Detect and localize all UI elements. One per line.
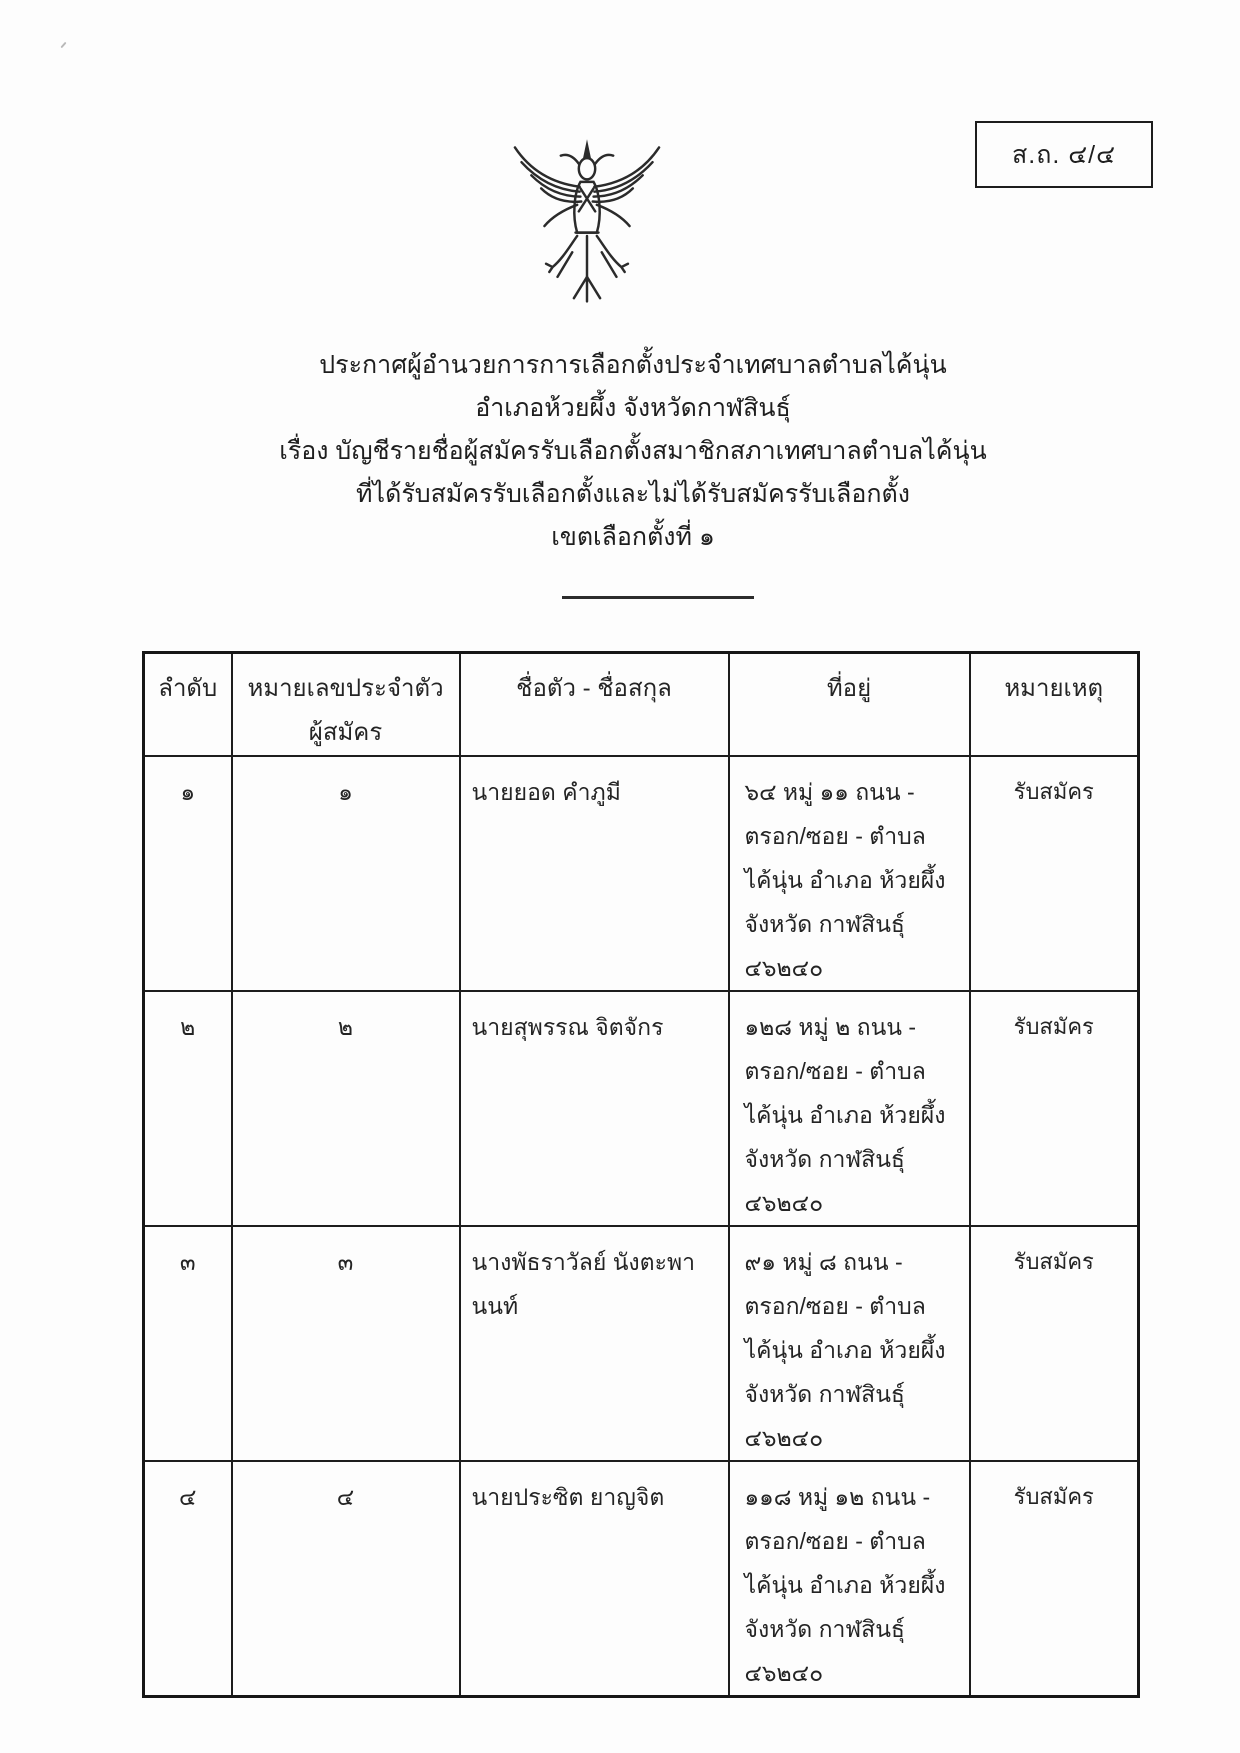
table-row bbox=[144, 756, 1139, 991]
document-title bbox=[0, 344, 1240, 559]
cell-no: ๔ bbox=[144, 1461, 232, 1697]
address-line: ตรอก/ซอย - ตำบล bbox=[744, 1528, 926, 1554]
candidates-table bbox=[142, 651, 1140, 1698]
form-code-label: ส.ถ. ๔/๔ bbox=[1011, 140, 1117, 169]
cell-no: ๒ bbox=[144, 991, 232, 1226]
cell-name: นายสุพรรณ จิตจักร bbox=[460, 991, 729, 1226]
header-name: ชื่อตัว - ชื่อสกุล bbox=[460, 653, 729, 757]
address-line: ๖๔ หมู่ ๑๑ ถนน - bbox=[744, 779, 915, 805]
cell-candidate-number: ๓ bbox=[232, 1226, 460, 1461]
address-line: ๔๖๒๔๐ bbox=[744, 1425, 824, 1451]
title-line-2: อำเภอห้วยผึ้ง จังหวัดกาฬสินธุ์ bbox=[475, 394, 791, 422]
address-line: ไค้นุ่น อำเภอ ห้วยผึ้ง bbox=[744, 1337, 946, 1363]
cell-candidate-number: ๒ bbox=[232, 991, 460, 1226]
address-line: ไค้นุ่น อำเภอ ห้วยผึ้ง bbox=[744, 1102, 946, 1128]
table-row bbox=[144, 1226, 1139, 1461]
table-header-row bbox=[144, 653, 1139, 757]
table-row bbox=[144, 991, 1139, 1226]
cell-no: ๑ bbox=[144, 756, 232, 991]
address-line: ๔๖๒๔๐ bbox=[744, 1660, 824, 1686]
header-remark: หมายเหตุ bbox=[970, 653, 1139, 757]
address-line: ไค้นุ่น อำเภอ ห้วยผึ้ง bbox=[744, 1572, 946, 1598]
address-line: ไค้นุ่น อำเภอ ห้วยผึ้ง bbox=[744, 867, 946, 893]
address-line: ๔๖๒๔๐ bbox=[744, 955, 824, 981]
title-line-4: ที่ได้รับสมัครรับเลือกตั้งและไม่ได้รับสมัครรับเลือกตั้ง bbox=[356, 480, 910, 508]
header-candidate-number-line1: หมายเลขประจำตัว bbox=[247, 675, 444, 702]
cell-address bbox=[729, 1226, 970, 1461]
address-line: ตรอก/ซอย - ตำบล bbox=[744, 1293, 926, 1319]
cell-remark: รับสมัคร bbox=[970, 1226, 1139, 1461]
address-line: จังหวัด กาฬสินธุ์ bbox=[744, 1381, 905, 1407]
cell-address bbox=[729, 991, 970, 1226]
address-line: ตรอก/ซอย - ตำบล bbox=[744, 823, 926, 849]
address-line: จังหวัด กาฬสินธุ์ bbox=[744, 1146, 905, 1172]
cell-remark: รับสมัคร bbox=[970, 991, 1139, 1226]
section-divider bbox=[562, 596, 754, 599]
header-candidate-number bbox=[232, 653, 460, 757]
address-line: ๙๑ หมู่ ๘ ถนน - bbox=[744, 1249, 903, 1275]
cell-candidate-number: ๔ bbox=[232, 1461, 460, 1697]
address-line: ตรอก/ซอย - ตำบล bbox=[744, 1058, 926, 1084]
cell-remark: รับสมัคร bbox=[970, 1461, 1139, 1697]
scan-artifact bbox=[60, 42, 66, 49]
header-address: ที่อยู่ bbox=[729, 653, 970, 757]
address-line: จังหวัด กาฬสินธุ์ bbox=[744, 1616, 905, 1642]
address-line: ๑๒๘ หมู่ ๒ ถนน - bbox=[744, 1014, 917, 1040]
cell-candidate-number: ๑ bbox=[232, 756, 460, 991]
title-line-1: ประกาศผู้อำนวยการการเลือกตั้งประจำเทศบาลตำบลไค้นุ่น bbox=[319, 351, 947, 379]
cell-address bbox=[729, 756, 970, 991]
address-line: ๔๖๒๔๐ bbox=[744, 1190, 824, 1216]
title-line-3: เรื่อง บัญชีรายชื่อผู้สมัครรับเลือกตั้งสมาชิกสภาเทศบาลตำบลไค้นุ่น bbox=[279, 437, 987, 465]
cell-no: ๓ bbox=[144, 1226, 232, 1461]
cell-name: นายยอด คำภูมี bbox=[460, 756, 729, 991]
cell-address bbox=[729, 1461, 970, 1697]
cell-name: นางพัธราวัลย์ นังตะพานนท์ bbox=[460, 1226, 729, 1461]
cell-remark: รับสมัคร bbox=[970, 756, 1139, 991]
cell-name: นายประซิต ยาญจิต bbox=[460, 1461, 729, 1697]
header-no: ลำดับ bbox=[144, 653, 232, 757]
header-candidate-number-line2: ผู้สมัคร bbox=[308, 719, 383, 746]
title-line-5: เขตเลือกตั้งที่ ๑ bbox=[551, 523, 715, 551]
form-code-box bbox=[975, 121, 1153, 188]
garuda-emblem-icon bbox=[503, 136, 671, 308]
table-row bbox=[144, 1461, 1139, 1697]
address-line: จังหวัด กาฬสินธุ์ bbox=[744, 911, 905, 937]
address-line: ๑๑๘ หมู่ ๑๒ ถนน - bbox=[744, 1484, 931, 1510]
